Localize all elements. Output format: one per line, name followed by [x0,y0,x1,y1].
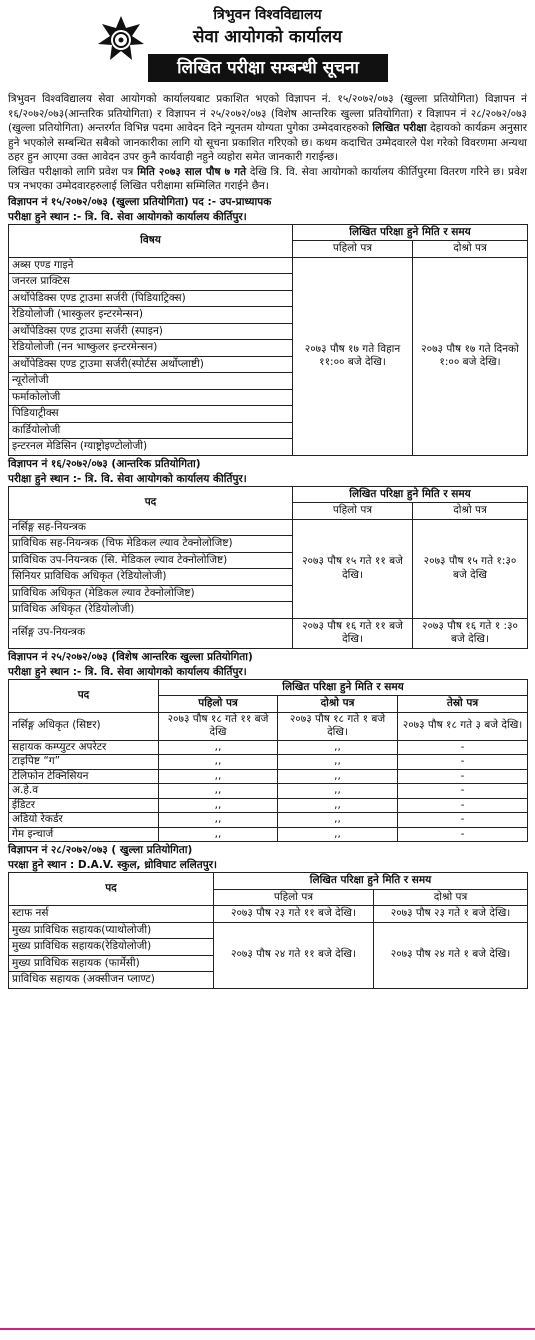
ad4-heading: विज्ञापन नं २८/२०७२/०७३ ( खुल्ला प्रतियोगिता) [8,844,193,856]
ad3-paper2: ,, [278,755,398,770]
admit-text: लिखित परीक्षाको लागि प्रवेश पत्र [8,165,134,178]
ad2-post: नर्सिङ्ग सह-नियन्त्रक [9,519,293,536]
ad2-col-post: पद [9,486,293,519]
ad3-post: अडियो रेकर्डर [9,813,159,828]
ad3-paper3: - [398,755,528,770]
ad1-subject: अर्थोपेडिक्स एण्ड ट्राउमा सर्जरी (स्पाइन) [9,323,293,340]
ad2-heading: विज्ञापन नं १६/२०७२/०७३ (आन्तरिक प्रतियोगिता) [8,457,201,470]
ad3-paper2: ,, [278,798,398,813]
ad3-paper2: ,, [278,784,398,799]
ad4-post: मुख्य प्राविधिक सहायक(प्याथोलोजी) [9,922,214,939]
ad2-col-paper1: पहिलो पत्र [293,503,413,520]
ad3-paper3: - [398,798,528,813]
ad2-group2-paper2: २०७३ पौष १६ गते १ :३० बजे देखि। [413,618,528,648]
ad1-subject: इन्टरनल मेडिसिन (ग्याष्ट्रोइण्टोलोजी) [9,439,293,456]
ad1-subject: कार्डियोलोजी [9,422,293,439]
ad3-paper3: - [398,784,528,799]
ad2-col-paper2: दोश्रो पत्र [413,503,528,520]
ad3-paper3: - [398,740,528,755]
ad3-col-paper3: तेस्रो पत्र [398,696,528,713]
intro-paragraph [8,92,527,165]
ad1-subject: जनरल प्राक्टिस [9,274,293,291]
ad1-col-paper2: दोश्रो पत्र [413,241,528,258]
intro-text: त्रिभुवन विश्वविद्यालय सेवा आयोगको कार्यालयबाट प्रकाशित भएको विज्ञापन नं. १५/२०७२/०७३ (खुल्ला प्रतियोगिता) विज्ञापन नं १६/२०७२/०७३(आन्तरिक प्रतियोगिता) र विज्ञापन नं २५/२०७२/०७३ (विशेष आन्तरिक खुल्ला प्रतियोगिता) र विज्ञापन नं २८/२०७२/०७३ (खुल्ला प्रतियोगिता) अन्तरर्गत विभिन्न पदमा आवेदन दिने न्यूनतम योग्यता पुगेका उम्मेदवारहरुको [8,93,527,134]
ad3-post: गेम इन्चार्ज [9,827,159,842]
ad2-post: प्राविधिक उप-नियन्त्रक (सि. मेडिकल ल्याव टेक्नोलोजिष्ट) [9,552,293,569]
ad2-group1-paper1: २०७३ पौष १५ गते ११ बजे देखि। [293,519,413,618]
ad4-row1-paper1: २०७३ पौष २३ गते ११ बजे देखि। [214,906,374,923]
ad1-subject: अब्स एण्ड गाइने [9,257,293,274]
ad4-group-paper2: २०७३ पौष २४ गते १ बजे देखि। [374,922,528,988]
ad4-venue: परक्षा हुने स्थान : D.A.V. स्कुल, ध्रोविघाट ललितपुर। [8,859,217,871]
ad4-post: मुख्य प्राविधिक सहायक(रेडियोलोजी) [9,939,214,956]
ad1-subject: पिडियाट्रीक्स [9,406,293,423]
ad3-paper2: ,, [278,813,398,828]
ad3-table [8,679,528,843]
ad3-paper2: ,, [278,827,398,842]
ad2-table [8,486,528,649]
ad1-table [8,224,528,456]
ad2-post: सिनियर प्राविधिक अधिकृत (रेडियोलोजी) [9,569,293,586]
ad2-venue: परीक्षा हुने स्थान :- त्रि. वि. सेवा आयोगको कार्यालय कीर्तिपुर। [8,472,247,485]
ad4-col-post: पद [9,873,214,906]
ad1-subject: अर्थोपेडिक्स एण्ड ट्राउमा सर्जरी (पिडियाट्रिक्स) [9,290,293,307]
ad3-paper3: - [398,827,528,842]
ad4-post: स्टाफ नर्स [9,906,214,923]
admit-text-cont: देखि त्रि. वि. सेवा आयोगको कार्यालय कीर्तिपुरमा वितरण गरिने छ। प्रवेश पत्र नभएका उम्मेदवारहरुलाई लिखित परीक्षामा सम्मिलित गराईने छैन। [8,165,527,192]
ad1-subject: अर्थोपेडिक्स एण्ड ट्राउमा सर्जरी(स्पोर्टस अर्थोप्लाष्टी) [9,356,293,373]
ad3-paper1: ,, [159,827,278,842]
ad4-table [8,872,528,989]
ad3-post: नर्सिङ्ग अधिकृत (सिष्टर) [9,712,159,740]
admit-date: मिति २०७३ साल पौष ७ गते [137,165,247,178]
ad1-subject: रेडियोलोजी (नन भाष्कुलर इन्टरमेन्सन) [9,340,293,357]
ad3-paper3: - [398,813,528,828]
intro-text-cont: देहायको कार्यक्रम अनुसार हुने भएकोले सम्बन्धित सबैको जानकारीका लागि यो सूचना प्रकाशित गरिएको छ। कथम कदाचित उम्मेदवारले पेश गरेको विवरणमा अन्यथा ठहर हुन आएमा उक्त आवेदन उपर कुनै कार्यवाही नहुने व्यहोरा समेत जानकारी गराईन्छ। [8,122,528,163]
ad1-subject: रेडियोलोजी (भास्कुलर इन्टरमेन्सन) [9,307,293,324]
ad1-subject: फर्माकोलोजी [9,389,293,406]
ad1-subject: न्यूरोलोजी [9,373,293,390]
ad3-post: ईडिटर [9,798,159,813]
ad3-venue: परीक्षा हुने स्थान :- त्रि. वि. सेवा आयोगको कार्यालय कीर्तिपुर। [8,665,247,678]
ad3-paper1: ,, [159,784,278,799]
footer-divider [0,1328,535,1330]
notice-header [8,0,527,92]
ad3-heading: विज्ञापन नं २५/२०७२/०७३ (विशेष आन्तरिक खुल्ला प्रतियोगिता) [8,650,253,663]
ad3-col-paper2: दोश्रो पत्र [278,696,398,713]
ad1-heading: विज्ञापन नं १५/२०७२/०७३ (खुल्ला प्रतियोगिता) पद :- उप-प्राध्यापक [8,195,272,208]
ad4-col-paper2: दोश्रो पत्र [374,889,528,906]
university-name: त्रिभुवन विश्वविद्यालय [213,7,322,23]
ad4-post: प्राविधिक सहायक (अक्सीजन प्लाण्ट) [9,972,214,989]
ad3-paper1: ,, [159,813,278,828]
ad4-col-paper1: पहिलो पत्र [214,889,374,906]
ad3-paper2: २०७३ पौष १८ गते १ बजे देखि। [278,712,398,740]
ad2-post: नर्सिङ्ग उप-नियन्त्रक [9,618,293,648]
ad3-paper1: २०७३ पौष १८ गते ११ बजे देखि [159,712,278,740]
ad3-col-post: पद [9,679,159,712]
ad1-paper2-time: २०७३ पौष १७ गते दिनको १:०० बजे देखि। [413,257,528,455]
ad2-col-written: लिखित परिक्षा हुने मिति र समय [293,486,528,503]
ad3-post: अ.हे.व [9,784,159,799]
ad3-col-paper1: पहिलो पत्र [159,696,278,713]
ad2-post: प्राविधिक अधिकृत (मेडिकल ल्याव टेक्नोलोजिष्ट) [9,585,293,602]
ad2-post: प्राविधिक सह-नियन्त्रक (चिफ मेडिकल ल्याव टेक्नोलोजिष्ट) [9,536,293,553]
ad3-col-written: लिखित परिक्षा हुने मिति र समय [159,679,528,696]
ad4-row1-paper2: २०७३ पौष २३ गते १ बजे देखि। [374,906,528,923]
ad4-post: मुख्य प्राविधिक सहायक (फार्मेसी) [9,955,214,972]
ad2-group2-paper1: २०७३ पौष १६ गते ११ बजे देखि। [293,618,413,648]
ad3-paper3: २०७३ पौष १८ गते ३ बजे देखि। [398,712,528,740]
ad1-col-paper1: पहिलो पत्र [293,241,413,258]
ad1-col-subject: विषय [9,224,293,257]
ad3-paper2: ,, [278,769,398,784]
intro-bold-text: लिखित परीक्षा [372,122,427,134]
ad2-post: प्राविधिक अधिकृत (रेडियोलोजी) [9,602,293,619]
ad3-paper1: ,, [159,740,278,755]
notice-title: लिखित परीक्षा सम्बन्धी सूचना [148,54,388,82]
ad2-group1-paper2: २०७३ पौष १५ गते १:३० बजे देखि [413,519,528,618]
ad3-post: टाइपिष्ट “ग” [9,755,159,770]
notice-page [8,0,527,989]
ad1-venue: परीक्षा हुने स्थान :- त्रि. वि. सेवा आयोगको कार्यालय कीर्तिपुर। [8,210,247,223]
ad3-paper1: ,, [159,769,278,784]
ad4-group-paper1: २०७३ पौष २४ गते ११ बजे देखि। [214,922,374,988]
ad1-paper1-time: २०७३ पौष १७ गते विहान ११:०० बजे देखि। [293,257,413,455]
ad1-col-written: लिखित परिक्षा हुने मिति र समय [293,224,528,241]
ad3-post: सहायक कम्प्युटर अपरेटर [9,740,159,755]
ad3-post: टेलिफोन टेक्निसियन [9,769,159,784]
ad3-paper1: ,, [159,755,278,770]
ad3-paper3: - [398,769,528,784]
admit-card-paragraph [8,165,527,194]
ad3-paper2: ,, [278,740,398,755]
office-name: सेवा आयोगको कार्यालय [193,27,342,47]
ad4-col-written: लिखित परिक्षा हुने मिति र समय [214,873,528,890]
ad3-paper1: ,, [159,798,278,813]
